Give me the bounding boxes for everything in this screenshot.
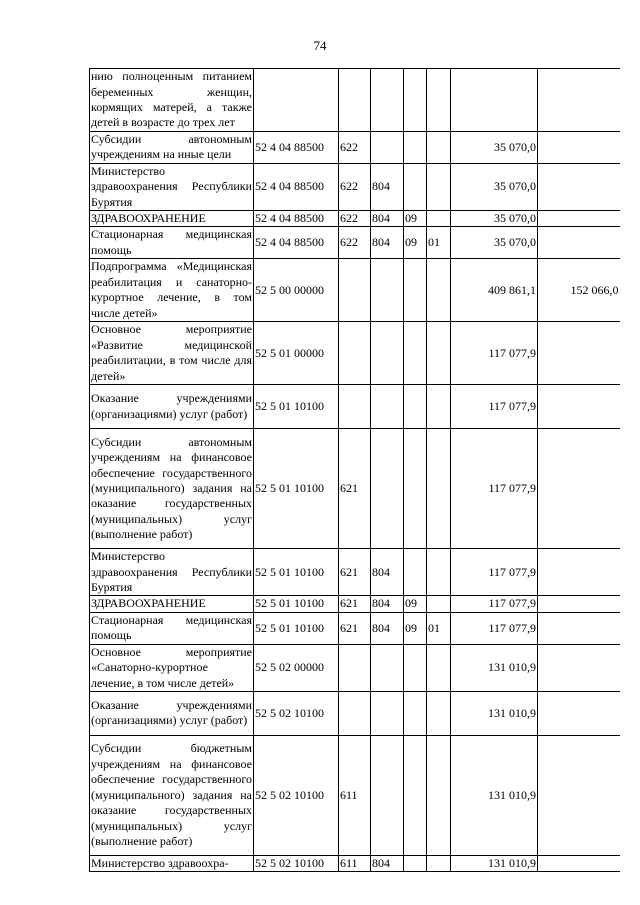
row-pr-cell: 09: [404, 612, 427, 644]
row-pr-cell: [404, 855, 427, 871]
table-row: [90, 549, 620, 596]
row-name-cell: Оказание учреждениями (организациями) услуг (работ): [90, 691, 254, 735]
row-pr-cell: [404, 735, 427, 855]
row-pr-cell: [404, 259, 427, 322]
row-sum2-cell: [538, 549, 620, 596]
row-vr-cell: [339, 69, 371, 132]
row-rz-cell: 804: [371, 549, 404, 596]
row-rz-cell: [371, 644, 404, 691]
row-code-cell: [254, 69, 339, 132]
row-pr2-cell: [427, 322, 451, 385]
row-sum2-cell: [538, 322, 620, 385]
row-sum2-cell: [538, 163, 620, 210]
row-rz-cell: [371, 322, 404, 385]
row-code-cell: 52 5 00 00000: [254, 259, 339, 322]
row-rz-cell: 804: [371, 227, 404, 259]
row-pr-cell: [404, 549, 427, 596]
row-pr-cell: [404, 644, 427, 691]
row-rz-cell: [371, 69, 404, 132]
row-pr-cell: [404, 322, 427, 385]
table-row: [90, 211, 620, 227]
row-sum1-cell: 117 077,9: [451, 596, 538, 612]
row-sum2-cell: [538, 211, 620, 227]
row-sum1-cell: 117 077,9: [451, 385, 538, 429]
row-sum2-cell: [538, 735, 620, 855]
row-sum1-cell: 131 010,9: [451, 691, 538, 735]
row-pr-cell: 09: [404, 227, 427, 259]
row-code-cell: 52 4 04 88500: [254, 132, 339, 164]
row-name-cell: Стационарная медицинская помощь: [91, 612, 252, 643]
table-row: [90, 644, 620, 691]
row-vr-cell: 621: [339, 429, 371, 549]
row-name-cell: Министерство здравоохранения Республики Бурятия: [91, 163, 252, 209]
table-row: [90, 163, 620, 210]
table-row: [90, 69, 620, 132]
row-vr-cell: 622: [339, 227, 371, 259]
row-pr-cell: [404, 69, 427, 132]
row-pr2-cell: [427, 644, 451, 691]
row-code-cell: 52 5 02 10100: [254, 691, 339, 735]
row-rz-cell: 804: [371, 855, 404, 871]
row-rz-cell: 804: [371, 163, 404, 210]
row-sum2-cell: [538, 612, 620, 644]
row-vr-cell: [339, 385, 371, 429]
row-code-cell: 52 5 01 10100: [254, 385, 339, 429]
table-row: [90, 132, 620, 164]
row-vr-cell: 621: [339, 549, 371, 596]
row-rz-cell: 804: [371, 596, 404, 612]
row-sum2-cell: [538, 429, 620, 549]
row-code-cell: 52 5 01 10100: [254, 596, 339, 612]
row-sum2-cell: [538, 132, 620, 164]
table-row: [90, 385, 620, 429]
row-vr-cell: 622: [339, 132, 371, 164]
row-rz-cell: [371, 691, 404, 735]
table-row: [90, 691, 620, 735]
row-pr2-cell: [427, 69, 451, 132]
row-vr-cell: 622: [339, 211, 371, 227]
table-row: [90, 259, 620, 322]
row-name-cell: Оказание учреждениями (организациями) услуг (работ): [90, 385, 254, 429]
row-name-cell: нию полноценным питанием беременных женщин, кормящих матерей, а также детей в возрасте до трех лет: [90, 69, 254, 132]
row-vr-cell: 611: [339, 855, 371, 871]
row-sum1-cell: 117 077,9: [451, 612, 538, 644]
row-code-cell: 52 5 01 00000: [254, 322, 339, 385]
table-row: [90, 429, 620, 549]
row-pr-cell: [404, 385, 427, 429]
row-sum2-cell: [538, 596, 620, 612]
row-name-cell: ЗДРАВООХРАНЕНИЕ: [90, 211, 254, 227]
row-name-cell: Основное мероприятие «Санаторно-курортное лечение, в том числе детей»: [91, 644, 252, 690]
row-code-cell: 52 4 04 88500: [254, 163, 339, 210]
row-vr-cell: [339, 259, 371, 322]
row-vr-cell: [339, 691, 371, 735]
row-name-cell: Подпрограмма «Медицинская реабилитация и санаторно-курортное лечение, в том числе детей»: [90, 259, 254, 322]
row-rz-cell: [371, 132, 404, 164]
table-row: [90, 612, 620, 644]
row-sum1-cell: 35 070,0: [451, 227, 538, 259]
row-sum2-cell: [538, 69, 620, 132]
row-sum2-cell: [538, 227, 620, 259]
row-code-cell: 52 4 04 88500: [254, 211, 339, 227]
row-name-cell: Министерство здравоохра-: [90, 855, 254, 871]
row-pr2-cell: [427, 211, 451, 227]
row-sum1-cell: 35 070,0: [451, 211, 538, 227]
row-pr2-cell: 01: [427, 612, 451, 644]
row-rz-cell: 804: [371, 612, 404, 644]
row-code-cell: 52 5 02 10100: [254, 855, 339, 871]
row-name-cell: Субсидии автономным учреждениям на иные цели: [91, 132, 252, 162]
row-vr-cell: 622: [339, 163, 371, 210]
row-sum2-cell: [538, 385, 620, 429]
table-row: [90, 735, 620, 855]
row-vr-cell: 621: [339, 596, 371, 612]
row-pr2-cell: [427, 385, 451, 429]
row-pr2-cell: [427, 132, 451, 164]
row-pr-cell: [404, 429, 427, 549]
row-code-cell: 52 4 04 88500: [254, 227, 339, 259]
row-code-cell: 52 5 01 10100: [254, 429, 339, 549]
table-row: [90, 596, 620, 612]
row-rz-cell: [371, 385, 404, 429]
row-rz-cell: [371, 259, 404, 322]
row-name-cell: ЗДРАВООХРАНЕНИЕ: [90, 596, 254, 612]
row-vr-cell: [339, 322, 371, 385]
row-sum1-cell: 35 070,0: [451, 132, 538, 164]
row-sum1-cell: 117 077,9: [451, 429, 538, 549]
row-name-cell: Субсидии автономным учреждениям на финансовое обеспечение государственного (муниципального) задания на оказание государственных (муниципальных) услуг (выполнение работ): [90, 429, 254, 549]
table-row: [90, 227, 620, 259]
table-row: [90, 855, 620, 871]
row-name-cell: Стационарная медицинская помощь: [91, 227, 252, 257]
row-pr2-cell: [427, 549, 451, 596]
row-sum2-cell: 152 066,0: [538, 259, 620, 322]
row-sum1-cell: 131 010,9: [451, 644, 538, 691]
page-number: 74: [313, 38, 327, 53]
table-row: [90, 322, 620, 385]
row-name-cell: Субсидии бюджетным учреждениям на финансовое обеспечение государственного (муниципального) задания на оказание государственных (муниципальных) услуг (выполнение работ): [90, 735, 254, 855]
row-vr-cell: 621: [339, 612, 371, 644]
row-sum1-cell: 35 070,0: [451, 163, 538, 210]
row-code-cell: 52 5 02 00000: [254, 644, 339, 691]
row-pr2-cell: [427, 163, 451, 210]
row-sum1-cell: 131 010,9: [451, 855, 538, 871]
row-name-cell: Основное мероприятие «Развитие медицинской реабилитации, в том числе для детей»: [90, 322, 254, 385]
row-pr2-cell: 01: [427, 227, 451, 259]
row-sum2-cell: [538, 855, 620, 871]
row-pr2-cell: [427, 691, 451, 735]
row-pr-cell: 09: [404, 211, 427, 227]
row-sum1-cell: 409 861,1: [451, 259, 538, 322]
row-sum1-cell: [451, 69, 538, 132]
budget-table: [89, 68, 620, 872]
row-code-cell: 52 5 01 10100: [254, 612, 339, 644]
row-name-cell: Министерство здравоохранения Республики Бурятия: [91, 549, 252, 595]
row-pr2-cell: [427, 735, 451, 855]
row-pr2-cell: [427, 429, 451, 549]
row-vr-cell: 611: [339, 735, 371, 855]
row-sum2-cell: [538, 691, 620, 735]
row-rz-cell: 804: [371, 211, 404, 227]
row-pr2-cell: [427, 596, 451, 612]
row-sum1-cell: 117 077,9: [451, 322, 538, 385]
row-code-cell: 52 5 01 10100: [254, 549, 339, 596]
row-pr-cell: [404, 691, 427, 735]
row-pr2-cell: [427, 259, 451, 322]
row-pr2-cell: [427, 855, 451, 871]
row-sum1-cell: 131 010,9: [451, 735, 538, 855]
row-rz-cell: [371, 429, 404, 549]
table-body: [90, 69, 620, 872]
row-rz-cell: [371, 735, 404, 855]
row-pr-cell: 09: [404, 596, 427, 612]
row-sum2-cell: [538, 644, 620, 691]
row-sum1-cell: 117 077,9: [451, 549, 538, 596]
row-pr-cell: [404, 163, 427, 210]
row-code-cell: 52 5 02 10100: [254, 735, 339, 855]
row-pr-cell: [404, 132, 427, 164]
row-vr-cell: [339, 644, 371, 691]
